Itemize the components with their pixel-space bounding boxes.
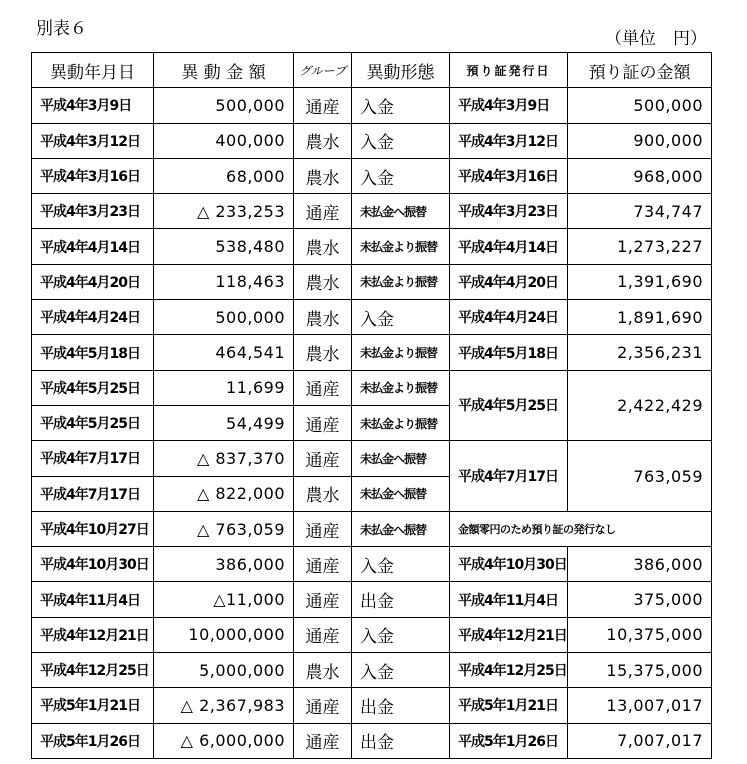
row-amount: 500,000: [154, 88, 294, 123]
row-group: 通産: [294, 688, 352, 723]
table-row: [32, 688, 712, 723]
row-amount: △ 837,370: [154, 441, 294, 476]
table-row: [32, 370, 712, 405]
row-amount: △ 6,000,000: [154, 723, 294, 758]
row-kind: 入金: [352, 547, 450, 582]
row-group: 通産: [294, 582, 352, 617]
row-cert-amount: 13,007,017: [568, 688, 712, 723]
row-cert-date: 平成5年1月26日: [450, 723, 568, 758]
row-amount: 54,499: [154, 405, 294, 440]
row-group: 農水: [294, 229, 352, 264]
row-group: 農水: [294, 300, 352, 335]
row-kind: 未払金へ振替: [352, 511, 450, 546]
table-caption: 別表６: [36, 19, 87, 39]
table-row: [32, 547, 712, 582]
row-group: 農水: [294, 653, 352, 688]
row-kind: 入金: [352, 617, 450, 652]
row-group: 農水: [294, 335, 352, 370]
row-cert-date: 平成4年4月14日: [450, 229, 568, 264]
row-kind: 入金: [352, 300, 450, 335]
table-row: [32, 653, 712, 688]
row-kind: 未払金より振替: [352, 264, 450, 299]
table-row: [32, 300, 712, 335]
row-date: 平成5年1月26日: [32, 723, 154, 758]
row-group: 農水: [294, 123, 352, 158]
row-note: 金額零円のため預り証の発行なし: [450, 511, 712, 546]
row-group: 通産: [294, 88, 352, 123]
row-cert-date: 平成4年11月4日: [450, 582, 568, 617]
table-row: [32, 229, 712, 264]
row-amount: 400,000: [154, 123, 294, 158]
row-cert-amount: 900,000: [568, 123, 712, 158]
row-amount: 118,463: [154, 264, 294, 299]
row-date: 平成4年7月17日: [32, 441, 154, 476]
row-cert-amount: 1,891,690: [568, 300, 712, 335]
row-cert-amount: 2,422,429: [568, 370, 712, 441]
row-cert-date: 平成4年3月9日: [450, 88, 568, 123]
row-group: 通産: [294, 405, 352, 440]
row-amount: △ 763,059: [154, 511, 294, 546]
row-kind: 未払金へ振替: [352, 441, 450, 476]
row-kind: 入金: [352, 158, 450, 193]
row-cert-date: 平成4年4月20日: [450, 264, 568, 299]
row-amount: 386,000: [154, 547, 294, 582]
row-amount: 68,000: [154, 158, 294, 193]
row-date: 平成4年5月25日: [32, 405, 154, 440]
header-kind: 異動形態: [352, 53, 450, 88]
row-kind: 入金: [352, 123, 450, 158]
row-kind: 未払金より振替: [352, 335, 450, 370]
row-group: 通産: [294, 511, 352, 546]
row-group: 通産: [294, 723, 352, 758]
row-date: 平成4年4月14日: [32, 229, 154, 264]
row-kind: 入金: [352, 653, 450, 688]
table-row: [32, 158, 712, 193]
row-cert-date: 平成4年5月18日: [450, 335, 568, 370]
row-cert-date: 平成4年12月25日: [450, 653, 568, 688]
row-amount: △ 2,367,983: [154, 688, 294, 723]
row-date: 平成4年5月18日: [32, 335, 154, 370]
row-cert-date: 平成4年12月21日: [450, 617, 568, 652]
row-date: 平成4年3月12日: [32, 123, 154, 158]
row-cert-amount: 734,747: [568, 194, 712, 229]
row-date: 平成4年3月9日: [32, 88, 154, 123]
table-row: [32, 123, 712, 158]
row-group: 通産: [294, 617, 352, 652]
row-cert-date: 平成4年3月16日: [450, 158, 568, 193]
row-cert-date: 平成4年4月24日: [450, 300, 568, 335]
row-kind: 未払金より振替: [352, 229, 450, 264]
row-date: 平成4年12月25日: [32, 653, 154, 688]
row-cert-amount: 7,007,017: [568, 723, 712, 758]
row-cert-amount: 10,375,000: [568, 617, 712, 652]
row-cert-amount: 2,356,231: [568, 335, 712, 370]
row-date: 平成4年7月17日: [32, 476, 154, 511]
table-row: [32, 441, 712, 476]
row-date: 平成4年4月24日: [32, 300, 154, 335]
row-amount: 538,480: [154, 229, 294, 264]
row-date: 平成4年3月16日: [32, 158, 154, 193]
header-row: [32, 53, 712, 88]
row-cert-date: 平成4年5月25日: [450, 370, 568, 441]
row-group: 通産: [294, 547, 352, 582]
row-date: 平成4年4月20日: [32, 264, 154, 299]
row-amount: 10,000,000: [154, 617, 294, 652]
table-row: [32, 194, 712, 229]
table-row: [32, 88, 712, 123]
unit-label: （単位 円）: [605, 29, 707, 49]
row-kind: 未払金より振替: [352, 405, 450, 440]
row-cert-date: 平成4年7月17日: [450, 441, 568, 512]
row-amount: △ 822,000: [154, 476, 294, 511]
row-date: 平成5年1月21日: [32, 688, 154, 723]
row-kind: 未払金へ振替: [352, 476, 450, 511]
row-cert-amount: 375,000: [568, 582, 712, 617]
header-group: グループ: [294, 53, 352, 88]
table-row: [32, 264, 712, 299]
row-date: 平成4年12月21日: [32, 617, 154, 652]
row-date: 平成4年11月4日: [32, 582, 154, 617]
row-cert-amount: 968,000: [568, 158, 712, 193]
row-cert-date: 平成5年1月21日: [450, 688, 568, 723]
header-cert-amount: 預り証の金額: [568, 53, 712, 88]
row-cert-date: 平成4年3月12日: [450, 123, 568, 158]
header-cert-date: 預り証発行日: [450, 53, 568, 88]
transaction-table: [31, 52, 712, 759]
row-cert-amount: 386,000: [568, 547, 712, 582]
row-cert-date: 平成4年3月23日: [450, 194, 568, 229]
row-kind: 出金: [352, 723, 450, 758]
row-cert-amount: 1,273,227: [568, 229, 712, 264]
row-cert-amount: 500,000: [568, 88, 712, 123]
row-date: 平成4年10月30日: [32, 547, 154, 582]
row-amount: △11,000: [154, 582, 294, 617]
table-row: [32, 582, 712, 617]
row-amount: 464,541: [154, 335, 294, 370]
row-kind: 出金: [352, 688, 450, 723]
row-date: 平成4年3月23日: [32, 194, 154, 229]
table-row: [32, 617, 712, 652]
row-date: 平成4年5月25日: [32, 370, 154, 405]
row-group: 通産: [294, 370, 352, 405]
row-cert-amount: 763,059: [568, 441, 712, 512]
table-row: [32, 335, 712, 370]
row-cert-amount: 1,391,690: [568, 264, 712, 299]
row-group: 農水: [294, 158, 352, 193]
row-cert-amount: 15,375,000: [568, 653, 712, 688]
row-group: 農水: [294, 264, 352, 299]
row-amount: △ 233,253: [154, 194, 294, 229]
row-kind: 入金: [352, 88, 450, 123]
row-group: 農水: [294, 476, 352, 511]
row-amount: 5,000,000: [154, 653, 294, 688]
header-amount: 異 動 金 額: [154, 53, 294, 88]
row-kind: 未払金へ振替: [352, 194, 450, 229]
row-group: 通産: [294, 194, 352, 229]
table-row: [32, 511, 712, 546]
row-kind: 未払金より振替: [352, 370, 450, 405]
row-date: 平成4年10月27日: [32, 511, 154, 546]
row-amount: 500,000: [154, 300, 294, 335]
row-cert-date: 平成4年10月30日: [450, 547, 568, 582]
header-date: 異動年月日: [32, 53, 154, 88]
row-kind: 出金: [352, 582, 450, 617]
row-group: 通産: [294, 441, 352, 476]
table-row: [32, 723, 712, 758]
row-amount: 11,699: [154, 370, 294, 405]
